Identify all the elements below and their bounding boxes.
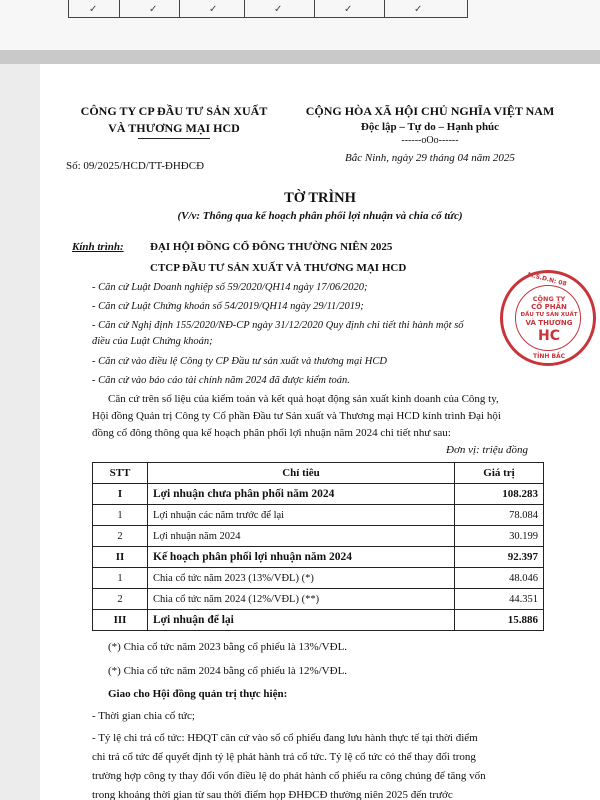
header-item: Chỉ tiêu	[148, 463, 455, 484]
national-motto: Độc lập – Tự do – Hạnh phúc	[360, 121, 500, 133]
seal-line: CỔ PHẦN	[531, 303, 567, 311]
table-row	[93, 526, 544, 547]
assignment-item: trong khoảng thời gian từ sau thời điểm họp ĐHĐCĐ thường niên 2025 đến trước	[92, 789, 453, 800]
row-item: Lợi nhuận chưa phân phối năm 2024	[148, 484, 455, 505]
row-item: Chia cổ tức năm 2024 (12%/VĐL) (**)	[148, 589, 455, 610]
row-item: Kế hoạch phân phối lợi nhuận năm 2024	[148, 547, 455, 568]
republic-title: CỘNG HÒA XÃ HỘI CHỦ NGHĨA VIỆT NAM	[305, 104, 555, 118]
addressee-label: Kính trình:	[72, 241, 124, 253]
basis-item: điều của Luật Chứng khoán;	[92, 336, 213, 347]
assignment-item: trường hợp công ty thay đổi vốn điều lệ do phát hành cổ phiếu ra công chúng để tăng vốn	[92, 770, 486, 782]
intro-line: Căn cứ trên số liệu của kiểm toán và kết quả hoạt động sản xuất kinh doanh của Công ty,	[108, 393, 499, 405]
addressee-line1: ĐẠI HỘI ĐỒNG CỔ ĐÔNG THƯỜNG NIÊN 2025	[150, 241, 393, 253]
table-row	[93, 547, 544, 568]
company-underline	[138, 138, 210, 139]
footnote: (*) Chia cổ tức năm 2024 bằng cổ phiếu là 12%/VĐL.	[108, 665, 348, 677]
company-name-line1: CÔNG TY CP ĐẦU TƯ SẢN XUẤT	[80, 104, 268, 118]
row-stt: II	[93, 547, 148, 568]
basis-item: - Căn cứ vào điều lệ Công ty CP Đầu tư sản xuất và thương mại HCD	[92, 356, 387, 367]
table-row	[93, 610, 544, 631]
row-value: 48.046	[455, 568, 544, 589]
row-value: 44.351	[455, 589, 544, 610]
seal-ring-top: M.S.D.N: 08	[526, 271, 568, 288]
header-value: Giá trị	[455, 463, 544, 484]
seal-line: VÀ THƯƠNG	[525, 319, 573, 327]
intro-line: Hội đồng Quản trị Công ty Cổ phần Đầu tư Sản xuất và Thương mại HCD kính trình Đại hội	[92, 410, 501, 422]
row-value: 30.199	[455, 526, 544, 547]
basis-item: - Căn cứ Nghị định 155/2020/NĐ-CP ngày 31/12/2020 Quy định chi tiết thi hành một số	[92, 320, 464, 331]
document-title: TỜ TRÌNH	[284, 190, 356, 206]
basis-item: - Căn cứ Luật Chứng khoán số 54/2019/QH14 ngày 29/11/2019;	[92, 301, 364, 312]
row-value: 15.886	[455, 610, 544, 631]
assignment-item: - Tỷ lệ chi trả cổ tức: HĐQT căn cứ vào số cổ phiếu đang lưu hành thực tế tại thời điểm	[92, 732, 478, 744]
company-seal	[500, 270, 596, 366]
table-row	[93, 589, 544, 610]
row-value: 92.397	[455, 547, 544, 568]
table-row	[93, 484, 544, 505]
row-item: Lợi nhuận năm 2024	[148, 526, 455, 547]
row-item: Lợi nhuận các năm trước để lại	[148, 505, 455, 526]
table-header-row	[93, 463, 544, 484]
row-stt: 2	[93, 526, 148, 547]
previous-page-table: ✓ ✓ ✓ ✓ ✓ ✓	[68, 0, 468, 18]
row-stt: III	[93, 610, 148, 631]
page-gap	[0, 50, 600, 64]
row-stt: 2	[93, 589, 148, 610]
row-stt: 1	[93, 568, 148, 589]
row-value: 108.283	[455, 484, 544, 505]
row-value: 78.084	[455, 505, 544, 526]
document-page	[40, 64, 600, 800]
assignment-item: - Thời gian chia cổ tức;	[92, 710, 195, 722]
seal-ring-bottom: TỈNH BẮC	[533, 353, 566, 360]
basis-item: - Căn cứ Luật Doanh nghiệp số 59/2020/QH14 ngày 17/06/2020;	[92, 282, 368, 293]
previous-page-fragment	[0, 0, 600, 50]
seal-line: ĐẦU TƯ SẢN XUẤT	[520, 312, 578, 318]
header-separator: ------oOo------	[401, 135, 459, 146]
row-item: Chia cổ tức năm 2023 (13%/VĐL) (*)	[148, 568, 455, 589]
assignment-heading: Giao cho Hội đồng quản trị thực hiện:	[108, 688, 288, 700]
table-row	[93, 568, 544, 589]
company-name-line2: VÀ THƯƠNG MẠI HCD	[108, 121, 240, 135]
intro-line: đồng cổ đông thông qua kế hoạch phân phối lợi nhuận năm 2024 chi tiết như sau:	[92, 427, 451, 439]
document-number: Số: 09/2025/HCD/TT-ĐHĐCĐ	[66, 160, 205, 172]
seal-line: CÔNG TY	[532, 295, 566, 303]
table-row	[93, 505, 544, 526]
row-stt: I	[93, 484, 148, 505]
addressee-line2: CTCP ĐẦU TƯ SẢN XUẤT VÀ THƯƠNG MẠI HCD	[150, 262, 407, 274]
header-stt: STT	[93, 463, 148, 484]
row-item: Lợi nhuận để lại	[148, 610, 455, 631]
document-subtitle: (V/v: Thông qua kế hoạch phân phối lợi nhuận và chia cổ tức)	[177, 210, 463, 222]
footnote: (*) Chia cổ tức năm 2023 bằng cổ phiếu là 13%/VĐL.	[108, 641, 348, 653]
seal-line: HC	[538, 328, 560, 344]
row-stt: 1	[93, 505, 148, 526]
assignment-item: chi trả cổ tức để quyết định tỷ lệ phát hành trả cổ tức. Tỷ lệ cổ tức có thể thay đổi trong	[92, 751, 476, 763]
basis-item: - Căn cứ vào báo cáo tài chính năm 2024 đã được kiểm toán.	[92, 375, 350, 386]
unit-label: Đơn vị: triệu đồng	[446, 444, 528, 456]
profit-distribution-table	[92, 462, 544, 631]
place-date: Bắc Ninh, ngày 29 tháng 04 năm 2025	[345, 152, 515, 164]
